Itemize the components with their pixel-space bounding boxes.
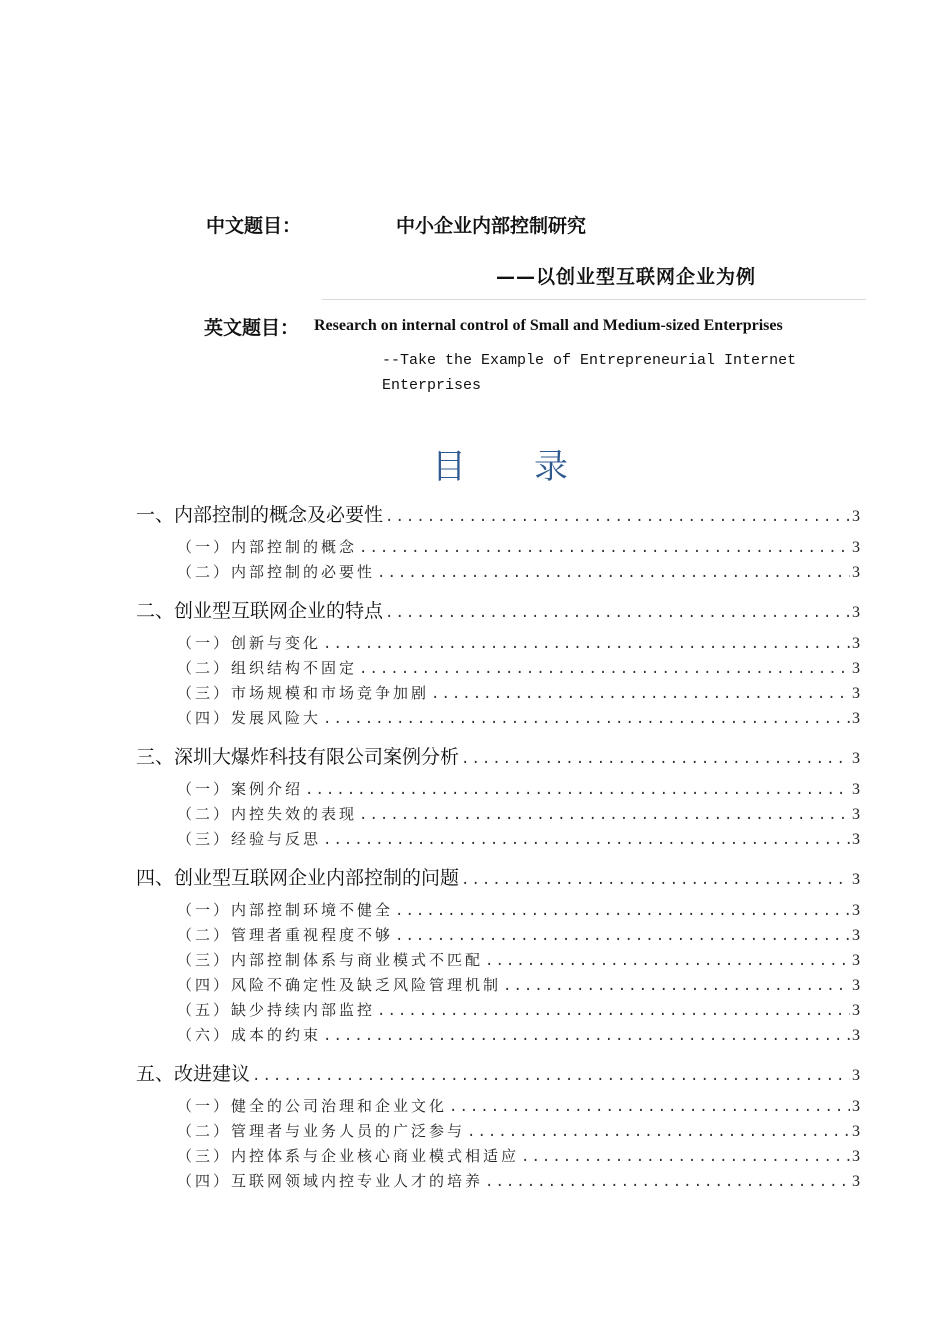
toc-dot-leader: [521, 1149, 850, 1165]
toc-dot-leader: [449, 1099, 850, 1115]
toc-entry-label: （三）内控体系与企业核心商业模式相适应: [177, 1147, 520, 1165]
toc-page-number: 3: [852, 1098, 860, 1115]
toc-dot-leader: [431, 686, 850, 702]
toc-page-number: 3: [852, 635, 860, 652]
toc-page-number: 3: [852, 1002, 860, 1019]
toc-subsection-entry[interactable]: [0, 632, 860, 653]
toc-subsection-entry[interactable]: [0, 682, 860, 703]
toc-entry-label: （二）管理者重视程度不够: [177, 926, 394, 944]
toc-subsection-entry[interactable]: [0, 778, 860, 799]
toc-dot-leader: [359, 807, 850, 823]
toc-entry-label: （一）健全的公司治理和企业文化: [177, 1097, 448, 1115]
toc-dot-leader: [467, 1124, 850, 1140]
english-title: Research on internal control of Small and Medium-sized Enterprises: [314, 317, 783, 334]
toc-page-number: 3: [852, 660, 860, 677]
toc-subsection-entry[interactable]: [0, 828, 860, 849]
english-title-label: 英文题目：: [204, 317, 300, 339]
toc-subsection-entry[interactable]: [0, 1120, 860, 1141]
toc-page-number: 3: [852, 831, 860, 848]
toc-entry-label: 一、内部控制的概念及必要性: [136, 504, 384, 526]
toc-page-number: 3: [852, 871, 860, 888]
toc-dot-leader: [503, 978, 850, 994]
toc-dot-leader: [323, 636, 850, 652]
toc-dot-leader: [461, 751, 850, 767]
toc-page-number: 3: [852, 539, 860, 556]
toc-subsection-entry[interactable]: [0, 949, 860, 970]
toc-page-number: 3: [852, 1148, 860, 1165]
toc-page-number: 3: [852, 977, 860, 994]
toc-entry-label: （二）管理者与业务人员的广泛参与: [177, 1122, 466, 1140]
toc-entry-label: （三）内部控制体系与商业模式不匹配: [177, 951, 484, 969]
toc-entry-label: （一）创新与变化: [177, 634, 322, 652]
toc-section-entry[interactable]: [0, 742, 860, 769]
toc-entry-label: 二、创业型互联网企业的特点: [136, 600, 384, 622]
toc-subsection-entry[interactable]: [0, 536, 860, 557]
toc-dot-leader: [323, 832, 850, 848]
toc-dot-leader: [252, 1068, 850, 1084]
toc-subsection-entry[interactable]: [0, 924, 860, 945]
toc-dot-leader: [323, 711, 850, 727]
toc-dot-leader: [377, 1003, 850, 1019]
toc-section-entry[interactable]: [0, 863, 860, 890]
toc-dot-leader: [395, 928, 850, 944]
toc-section-entry[interactable]: [0, 596, 860, 623]
toc-entry-label: （二）内部控制的必要性: [177, 563, 376, 581]
toc-entry-label: （四）发展风险大: [177, 709, 322, 727]
toc-page-number: 3: [852, 902, 860, 919]
toc-heading-char-2: 录: [534, 446, 568, 487]
chinese-title-label: 中文题目：: [206, 215, 302, 237]
toc-page-number: 3: [852, 604, 860, 621]
toc-entry-label: 四、创业型互联网企业内部控制的问题: [136, 867, 460, 889]
toc-entry-label: 三、深圳大爆炸科技有限公司案例分析: [136, 746, 460, 768]
toc-dot-leader: [359, 540, 850, 556]
toc-subsection-entry[interactable]: [0, 657, 860, 678]
toc-entry-label: （六）成本的约束: [177, 1026, 322, 1044]
toc-entry-label: （四）风险不确定性及缺乏风险管理机制: [177, 976, 502, 994]
toc-entry-label: 五、改进建议: [136, 1063, 251, 1085]
toc-entry-label: （一）内部控制环境不健全: [177, 901, 394, 919]
chinese-title: 中小企业内部控制研究: [396, 215, 587, 237]
english-subtitle-line-2: Enterprises: [382, 377, 482, 394]
toc-section-entry[interactable]: [0, 1059, 860, 1086]
toc-page-number: 3: [852, 927, 860, 944]
toc-dot-leader: [385, 605, 850, 621]
toc-page-number: 3: [852, 508, 860, 525]
toc-dot-leader: [395, 903, 850, 919]
toc-page-number: 3: [852, 1173, 860, 1190]
toc-subsection-entry[interactable]: [0, 999, 860, 1020]
english-subtitle-line-1: --Take the Example of Entrepreneurial Internet: [382, 352, 797, 369]
toc-entry-label: （二）组织结构不固定: [177, 659, 358, 677]
toc-dot-leader: [377, 565, 850, 581]
toc-dot-leader: [485, 1174, 850, 1190]
toc-entry-label: （二）内控失效的表现: [177, 805, 358, 823]
toc-section-entry[interactable]: [0, 500, 860, 527]
toc-page-number: 3: [852, 1027, 860, 1044]
toc-subsection-entry[interactable]: [0, 1024, 860, 1045]
toc-entry-label: （一）案例介绍: [177, 780, 304, 798]
toc-dot-leader: [323, 1028, 850, 1044]
title-divider: [322, 299, 866, 300]
toc-page-number: 3: [852, 952, 860, 969]
toc-page-number: 3: [852, 781, 860, 798]
toc-page-number: 3: [852, 1067, 860, 1084]
toc-subsection-entry[interactable]: [0, 1145, 860, 1166]
toc-page-number: 3: [852, 564, 860, 581]
toc-subsection-entry[interactable]: [0, 707, 860, 728]
toc-page-number: 3: [852, 1123, 860, 1140]
toc-dot-leader: [461, 872, 850, 888]
toc-entry-label: （五）缺少持续内部监控: [177, 1001, 376, 1019]
toc-entry-label: （三）市场规模和市场竞争加剧: [177, 684, 430, 702]
toc-entry-label: （一）内部控制的概念: [177, 538, 358, 556]
toc-dot-leader: [485, 953, 850, 969]
toc-subsection-entry[interactable]: [0, 561, 860, 582]
toc-heading-char-1: 目: [432, 446, 466, 487]
toc-dot-leader: [385, 509, 850, 525]
toc-dot-leader: [359, 661, 850, 677]
toc-subsection-entry[interactable]: [0, 899, 860, 920]
toc-subsection-entry[interactable]: [0, 803, 860, 824]
toc-subsection-entry[interactable]: [0, 1095, 860, 1116]
toc-page-number: 3: [852, 710, 860, 727]
toc-entry-label: （三）经验与反思: [177, 830, 322, 848]
toc-page-number: 3: [852, 685, 860, 702]
chinese-subtitle: ——以创业型互联网企业为例: [496, 266, 757, 288]
toc-subsection-entry[interactable]: [0, 974, 860, 995]
toc-subsection-entry[interactable]: [0, 1170, 860, 1191]
toc-page-number: 3: [852, 806, 860, 823]
toc-heading: [380, 440, 620, 486]
toc-dot-leader: [305, 782, 850, 798]
toc-page-number: 3: [852, 750, 860, 767]
toc-entry-label: （四）互联网领域内控专业人才的培养: [177, 1172, 484, 1190]
